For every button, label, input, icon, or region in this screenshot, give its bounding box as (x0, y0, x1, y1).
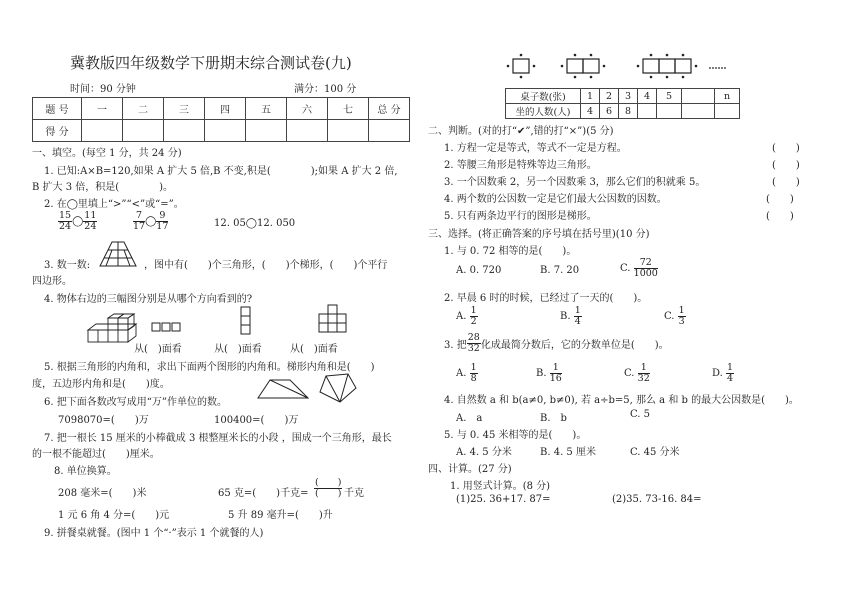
exam-full-score: 满分：100 分 (294, 84, 357, 95)
top-view-figure (318, 304, 348, 334)
choice-q1-b: B. 7. 20 (540, 265, 580, 276)
score-input-cell[interactable] (328, 120, 369, 142)
desk-cell: 2 (600, 89, 619, 104)
choice-q5: 5. 与 0. 45 米相等的是( )。 (444, 430, 587, 441)
view-label: 从( )面看 (214, 344, 262, 355)
choice-q3-a: A. $\frac{1}{8}$ (456, 362, 477, 384)
q5-line1: 5. 根据三角形的内角和，求出下面两个图形的内角和。梯形内角和是( ) (44, 362, 375, 373)
desk-input-cell[interactable] (682, 104, 715, 119)
q1-line1: 1. 已知:A×B=120,如果 A 扩大 5 倍,B 不变,积是( );如果 A 扩大 2 倍, (44, 166, 398, 177)
q8-unit: 千克 (344, 488, 364, 499)
desk-input-cell[interactable] (638, 104, 657, 119)
score-input-cell[interactable] (123, 120, 164, 142)
desk-cell: n (715, 89, 740, 104)
score-cell: 一 (82, 98, 123, 120)
choice-q5-a: A. 4. 5 分米 (456, 447, 512, 458)
choice-q4-a: A. a (456, 413, 483, 424)
fraction: $\frac{11}{24}$ (84, 210, 97, 232)
choice-q4: 4. 自然数 a 和 b(a≠0, b≠0), 若 a÷b=5, 那么 a 和 b 的最大公因数是( )。 (444, 395, 799, 406)
q6-item-b: 100400=( )万 (214, 415, 299, 426)
fraction: $\frac{9}{17}$ (156, 210, 169, 232)
page-title: 冀教版四年级数学下册期末综合测试卷(九) (70, 54, 352, 72)
desk-table (505, 88, 740, 119)
q2-compare-2: $\frac{7}{17}$ ◯ $\frac{9}{17}$ (133, 210, 169, 232)
view-label: 从( )面看 (134, 344, 182, 355)
score-cell: 二 (123, 98, 164, 120)
score-cell: 五 (246, 98, 287, 120)
judge-item-4: 4. 两个数的公因数一定是它们最大公因数的因数。 (444, 194, 667, 205)
judge-answer-blank[interactable]: ( ) (766, 211, 794, 222)
choice-q3: 3. 把 $\frac{28}{32}$ 化成最简分数后，它的分数单位是( )。 (444, 332, 669, 354)
desk-cell: 6 (600, 104, 619, 119)
score-input-cell[interactable] (82, 120, 123, 142)
judge-answer-blank[interactable]: ( ) (772, 160, 800, 171)
section-4-heading: 四、计算。(27 分) (428, 464, 512, 475)
front-view-figure (152, 322, 182, 334)
view-label: 从( )面看 (290, 344, 338, 355)
fraction: $\frac{7}{17}$ (133, 210, 146, 232)
q7-line1: 7. 把一根长 15 厘米的小棒截成 3 根整厘米长的小段 ，围成一个三角形，最长 (44, 433, 392, 444)
exam-time: 时间：90 分钟 (70, 84, 136, 95)
desk-cell: 1 (581, 89, 600, 104)
score-input-cell[interactable] (205, 120, 246, 142)
judge-answer-blank[interactable]: ( ) (772, 143, 800, 154)
choice-q3-c: C. $\frac{1}{32}$ (624, 362, 650, 384)
q5-line2: 度，五边形内角和是( )度。 (32, 379, 170, 390)
q3-line2: 四边形。 (32, 276, 72, 287)
calc-item-2: (2)35. 73-16. 84= (612, 494, 702, 505)
q8-item-b: 65 克=( )千克= (218, 488, 309, 499)
judge-item-3: 3. 一个因数乘 2，另一个因数乘 3，那么它们的积就乘 5。 (444, 177, 706, 188)
q6-text: 6. 把下面各数改写成用“万”作单位的数。 (44, 397, 227, 408)
q9-text: 9. 拼餐桌就餐。(图中 1 个“·”表示 1 个就餐的人) (44, 528, 264, 539)
choice-q2: 2. 早晨 6 时的时候，已经过了一天的( )。 (444, 293, 648, 304)
choice-q3-d: D. $\frac{1}{4}$ (712, 362, 734, 384)
q3-prefix: 3. 数一数: (44, 260, 91, 271)
q8-text: 8. 单位换算。 (54, 466, 117, 477)
choice-q1: 1. 与 0. 72 相等的是( )。 (444, 246, 577, 257)
q8-item-c: 1 元 6 角 4 分=( )元 (58, 510, 170, 521)
score-cell: 六 (287, 98, 328, 120)
desk-cell: 坐的人数(人) (506, 104, 581, 119)
score-input-cell[interactable] (246, 120, 287, 142)
trapezoid-figure (258, 378, 310, 400)
desk-cell: 4 (638, 89, 657, 104)
score-input-cell[interactable] (287, 120, 328, 142)
choice-q5-c: C. 45 分米 (630, 447, 680, 458)
score-cell: 得 分 (33, 120, 82, 142)
q7-line2: 的一根不能超过( )厘米。 (32, 449, 160, 460)
q2-compare-3: 12. 05◯12. 050 (214, 218, 296, 229)
choice-q3-b: B. $\frac{1}{16}$ (536, 362, 562, 384)
calc-item-1: (1)25. 36+17. 87= (456, 494, 551, 505)
desk-cell (682, 89, 715, 104)
q2-compare-1: $\frac{15}{24}$ ◯ $\frac{11}{24}$ (59, 210, 97, 232)
judge-answer-blank[interactable]: ( ) (772, 177, 800, 188)
score-cell: 七 (328, 98, 369, 120)
desk-cell: 桌子数(张) (506, 89, 581, 104)
choice-q1-c: C. $\frac{72}{1000}$ (620, 257, 658, 279)
desk-arrangement-figure (505, 54, 725, 80)
choice-q4-b: B. b (540, 413, 567, 424)
section-1-heading: 一、填空。(每空 1 分，共 24 分) (32, 148, 182, 159)
trapezoid-count-figure (100, 240, 140, 268)
score-input-cell[interactable] (369, 120, 410, 142)
q2-text: 2. 在◯里填上“>”“<”或“=”。 (44, 199, 184, 210)
choice-q4-c: C. 5 (630, 409, 651, 420)
choice-q2-b: B. $\frac{1}{4}$ (560, 305, 581, 327)
side-view-figure (240, 306, 252, 336)
score-table (32, 97, 410, 142)
q6-item-a: 7098070=( )万 (58, 415, 149, 426)
desk-input-cell[interactable] (715, 104, 740, 119)
pentagon-figure (318, 374, 358, 404)
desk-cell: 5 (657, 89, 682, 104)
desk-cell: 3 (619, 89, 638, 104)
calc-subheading: 1. 用竖式计算。(8 分) (450, 481, 551, 492)
section-2-heading: 二、判断。(对的打“✔”,错的打“×”)(5 分) (428, 126, 614, 137)
judge-item-2: 2. 等腰三角形是特殊等边三角形。 (444, 160, 597, 171)
score-cell: 三 (164, 98, 205, 120)
q4-text: 4. 物体右边的三幅图分别是从哪个方向看到的? (44, 294, 253, 305)
score-input-cell[interactable] (164, 120, 205, 142)
desk-cell: 4 (581, 104, 600, 119)
q1-line2: B 扩大 3 倍，积是( )。 (32, 182, 174, 193)
q8-fraction-blank: $\frac{( )}{( )}$ (315, 477, 342, 499)
score-cell: 四 (205, 98, 246, 120)
q8-item-a: 208 毫米=( )米 (58, 488, 147, 499)
score-cell: 题 号 (33, 98, 82, 120)
choice-q1-a: A. 0. 720 (456, 265, 502, 276)
judge-item-5: 5. 只有两条边平行的图形是梯形。 (444, 211, 597, 222)
choice-q2-a: A. $\frac{1}{2}$ (456, 305, 477, 327)
q3-text: ，图中有( )个三角形，( )个梯形，( )个平行 (144, 260, 388, 271)
desk-cell: 8 (619, 104, 638, 119)
judge-answer-blank[interactable]: ( ) (766, 194, 794, 205)
section-3-heading: 三、选择。(将正确答案的序号填在括号里)(10 分) (428, 229, 650, 240)
q8-item-d: 5 升 89 毫升=( )升 (228, 510, 333, 521)
desk-input-cell[interactable] (657, 104, 682, 119)
score-cell: 总 分 (369, 98, 410, 120)
fraction: $\frac{15}{24}$ (59, 210, 72, 232)
choice-q2-c: C. $\frac{1}{3}$ (664, 305, 685, 327)
choice-q5-b: B. 4. 5 厘米 (540, 447, 596, 458)
judge-item-1: 1. 方程一定是等式，等式不一定是方程。 (444, 143, 627, 154)
